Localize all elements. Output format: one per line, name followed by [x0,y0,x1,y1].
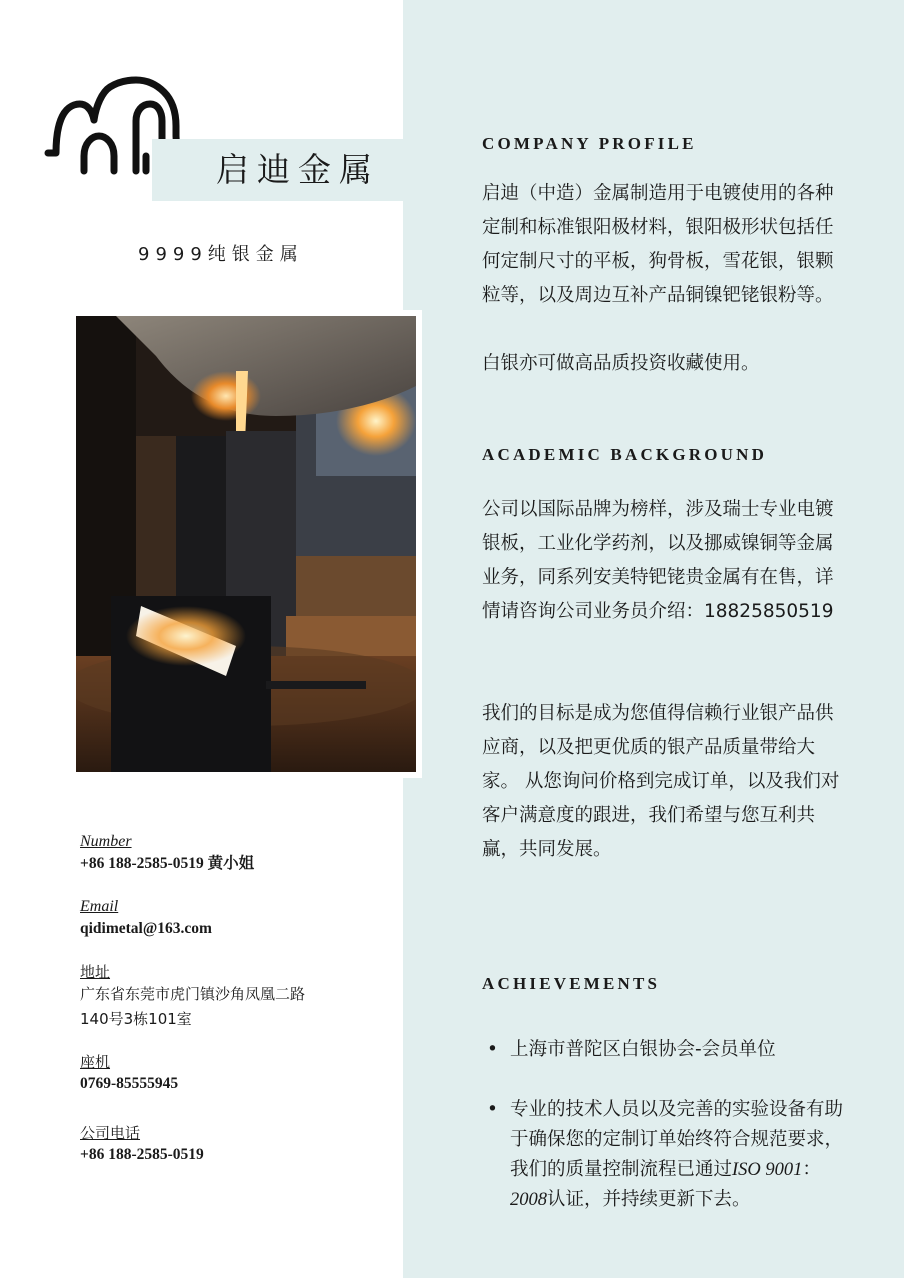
email-label: Email [80,898,119,915]
contact-number [80,832,400,876]
address-label: 地址 [80,963,111,981]
address-value: 广东省东莞市虎门镇沙角凤凰二路140号3栋101室 [80,985,306,1028]
company-profile-title: COMPANY PROFILE [482,134,697,153]
achievement-text: 上海市普陀区白银协会-会员单位 [510,1039,776,1060]
company-phone-value[interactable]: +86 188-2585-0519 [80,1146,204,1163]
contact-address [80,962,330,1032]
landline-label: 座机 [80,1053,111,1071]
contact-email [80,897,400,941]
brand-tagline: 9999纯银金属 [138,244,304,265]
achievement-text-end: 认证，并持续更新下去。 [547,1189,751,1210]
colon: ： [802,1159,821,1180]
brand-name: 启迪金属 [216,150,380,189]
number-label: Number [80,833,132,850]
bullet-icon: • [487,1039,498,1060]
company-profile-body: 启迪（中造）金属制造用于电镀使用的各种定制和标准银阳极材料，银阳极形状包括任何定制尺寸的平板，狗骨板，雪花银，银颗粒等，以及周边互补产品铜镍钯铑银粉等。 [482,183,834,306]
number-value[interactable]: +86 188-2585-0519 黄小姐 [80,855,255,872]
academic-background-body: 公司以国际品牌为榜样，涉及瑞士专业电镀银板，工业化学药剂，以及挪威镍铜等金属业务，同系列安美特钯铑贵金属有在售，详情请咨询公司业务员介绍：18825850519 [482,499,834,622]
landline-value[interactable]: 0769-85555945 [80,1075,179,1092]
email-value[interactable]: qidimetal@163.com [80,920,212,937]
achievements-list [482,1035,852,1215]
bullet-icon: • [487,1099,498,1120]
achievements-title: ACHIEVEMENTS [482,974,661,993]
iso-year: 2008 [510,1190,547,1210]
iso-standard: ISO 9001 [732,1160,803,1180]
achievement-text: 专业的技术人员以及完善的实验设备有助于确保您的定制订单始终符合规范要求，我们的质量控制流程已通过 [510,1099,844,1180]
company-goal-body: 我们的目标是成为您值得信赖行业银产品供应商，以及把更优质的银产品质量带给大家。 从您询问价格到完成订单，以及我们对客户满意度的跟进，我们希望与您互利共赢，共同发展。 [482,703,840,860]
metal-casting-photo [76,316,416,772]
contact-landline [80,1052,400,1096]
academic-background-title: ACADEMIC BACKGROUND [482,445,768,464]
contact-company-phone [80,1123,400,1167]
company-profile-note: 白银亦可做高品质投资收藏使用。 [482,353,760,374]
company-phone-label: 公司电话 [80,1124,141,1142]
list-item [482,1035,852,1065]
list-item [482,1095,852,1215]
